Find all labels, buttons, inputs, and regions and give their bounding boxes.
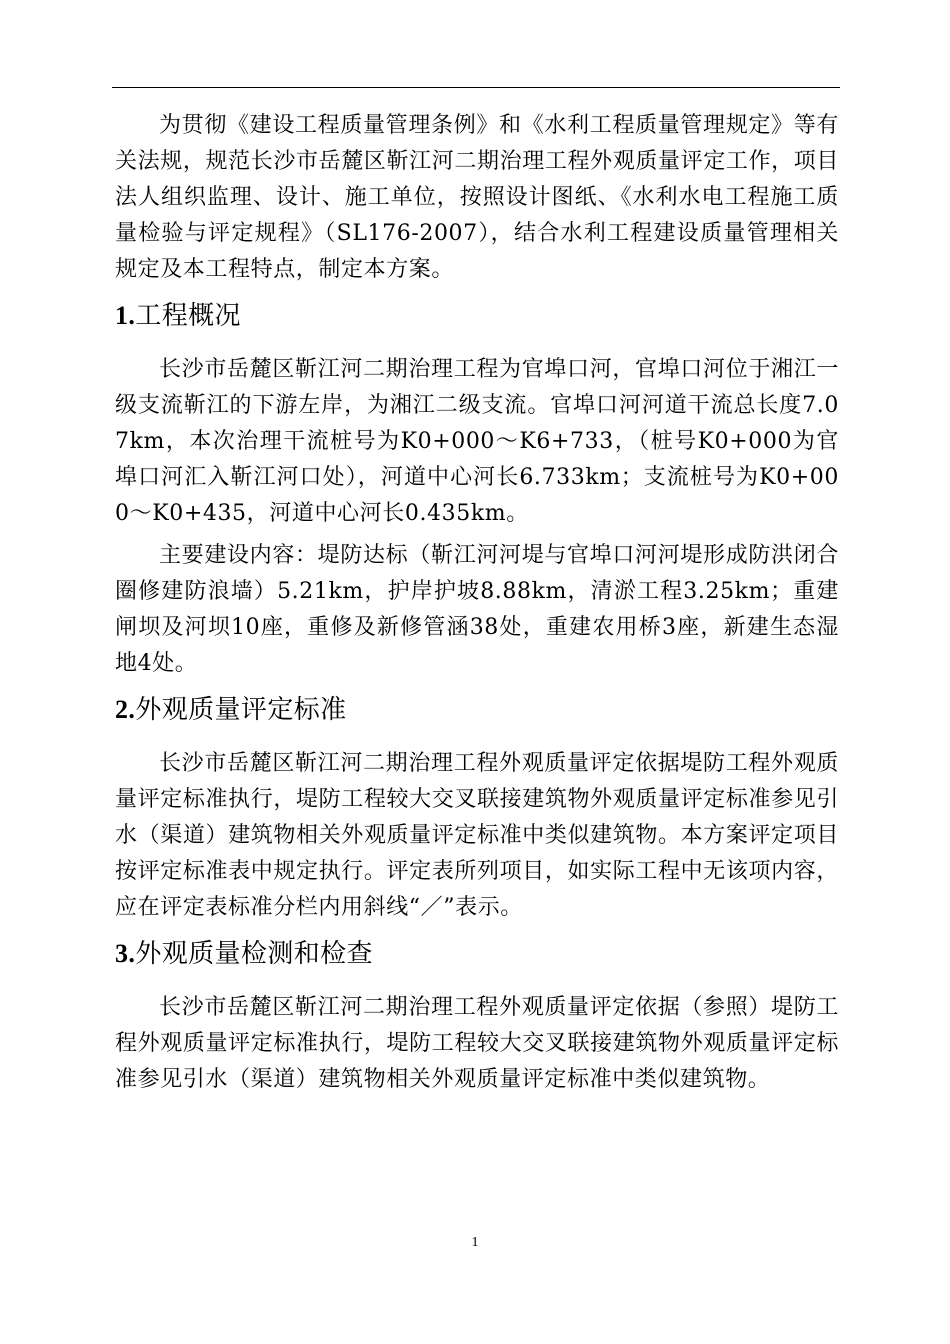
- inspection-paragraph: 长沙市岳麓区靳江河二期治理工程外观质量评定依据（参照）堤防工程外观质量评定标准执行，堤防工程较大交叉联接建筑物外观质量评定标准参见引水（渠道）建筑物相关外观质量评定标准中类似建筑物。: [115, 995, 839, 1092]
- section-number: 1.: [115, 301, 136, 330]
- section-title: 外观质量检测和检查: [135, 939, 373, 969]
- overview-paragraph-construction: 主要建设内容：堤防达标（靳江河河堤与官埠口河河堤形成防洪闭合圈修建防浪墙）5.21km，护岸护坡8.88km，清淤工程3.25km；重建闸坝及河坝10座，重修及新修管涵38处，重建农用桥3座，新建生态湿地4处。: [115, 543, 839, 676]
- intro-paragraph: 为贯彻《建设工程质量管理条例》和《水利工程质量管理规定》等有关法规，规范长沙市岳麓区靳江河二期治理工程外观质量评定工作，项目法人组织监理、设计、施工单位，按照设计图纸、《水利水电工程施工质量检验与评定规程》（SL176-2007），结合水利工程建设质量管理相关规定及本工程特点，制定本方案。: [115, 113, 839, 282]
- section-heading-overview: [115, 296, 839, 336]
- section-number: 2.: [115, 695, 136, 724]
- section-heading-inspection: [115, 934, 839, 974]
- section-heading-standards: [115, 690, 839, 730]
- section-title: 外观质量评定标准: [135, 695, 347, 725]
- page-number: 1: [471, 1235, 479, 1250]
- standards-paragraph: 长沙市岳麓区靳江河二期治理工程外观质量评定依据堤防工程外观质量评定标准执行，堤防工程较大交叉联接建筑物外观质量评定标准参见引水（渠道）建筑物相关外观质量评定标准中类似建筑物。本方案评定项目按评定标准表中规定执行。评定表所列项目，如实际工程中无该项内容，应在评定表标准分栏内用斜线“／”表示。: [115, 751, 839, 920]
- header-rule: [112, 87, 840, 88]
- overview-paragraph-location: 长沙市岳麓区靳江河二期治理工程为官埠口河，官埠口河位于湘江一级支流靳江的下游左岸，为湘江二级支流。官埠口河河道干流总长度7.07km，本次治理干流桩号为K0+000～K6+733，（桩号K0+000为官埠口河汇入靳江河口处），河道中心河长6.733km；支流桩号为K0+000～K0+435，河道中心河长0.435km。: [115, 357, 839, 526]
- section-title: 工程概况: [135, 301, 241, 331]
- document-body: [115, 108, 839, 1104]
- section-number: 3.: [115, 939, 136, 968]
